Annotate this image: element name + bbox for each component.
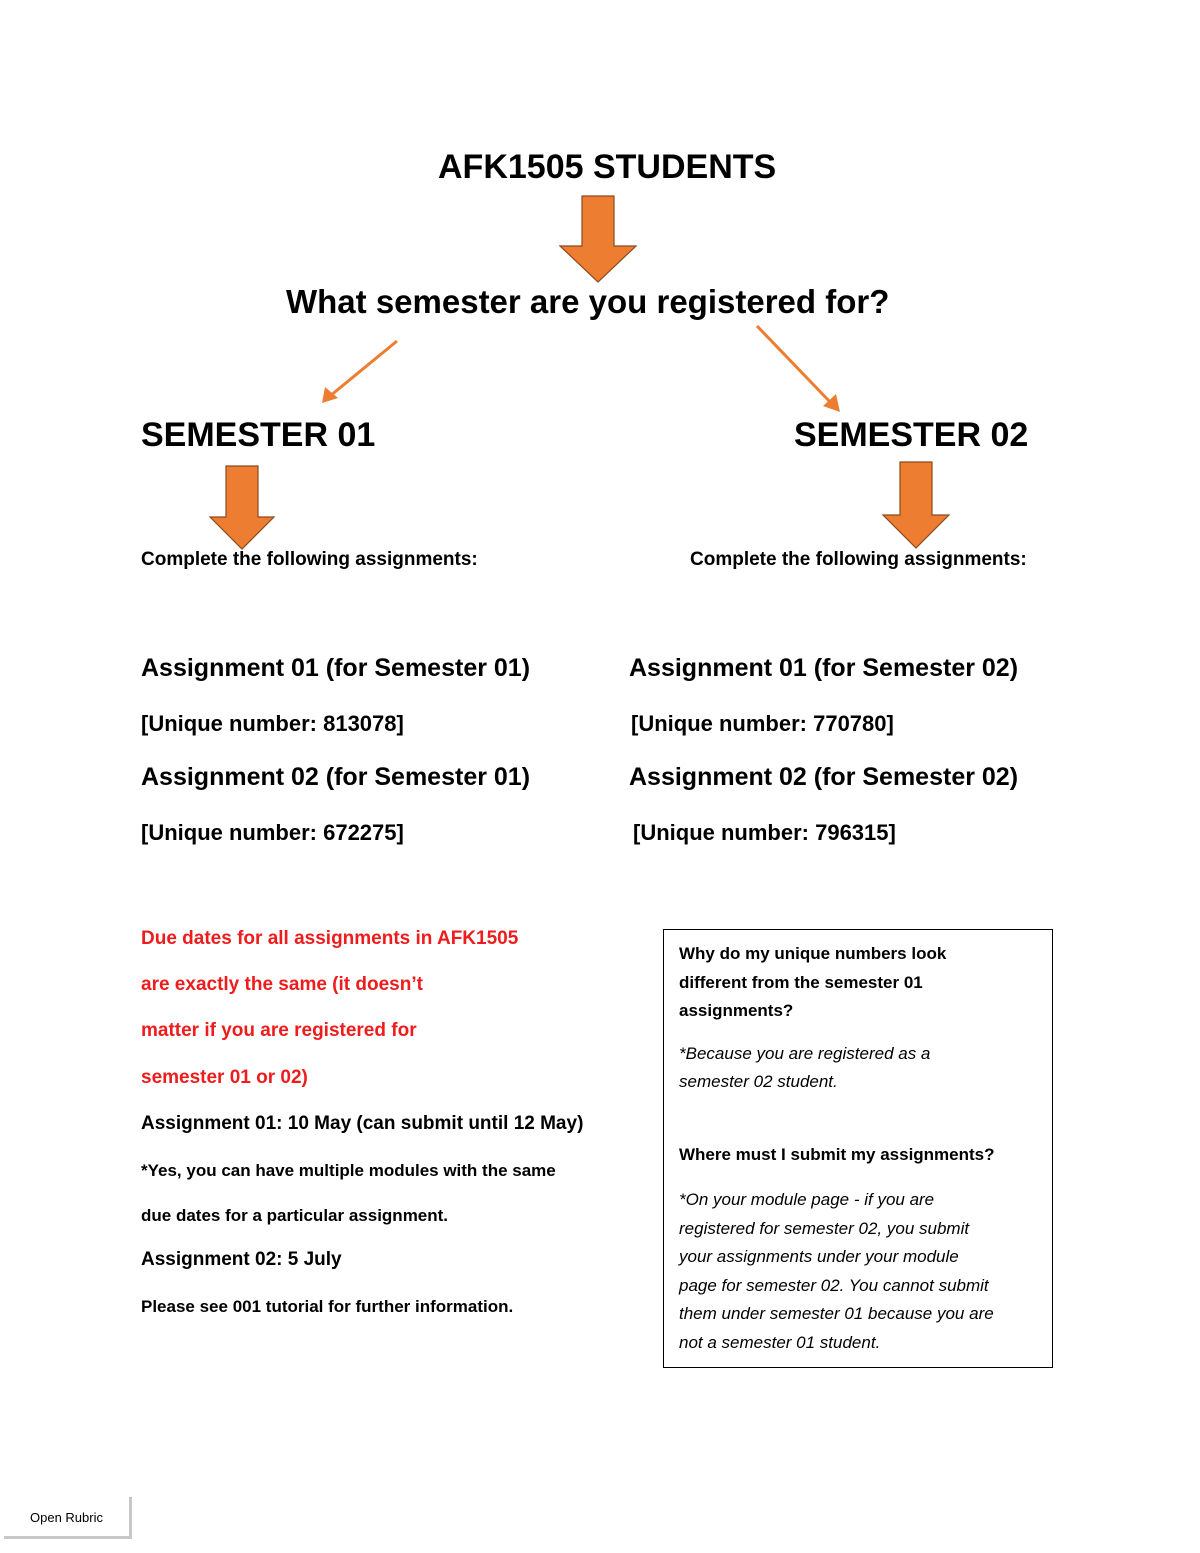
faq-question: different from the semester 01	[679, 972, 923, 992]
due-notice-line: Due dates for all assignments in AFK1505	[141, 928, 519, 949]
semester-01-assignment-02: Assignment 02 (for Semester 01)	[141, 763, 531, 791]
assignment-02-due-date: Assignment 02: 5 July	[141, 1249, 342, 1270]
semester-question: What semester are you registered for?	[286, 283, 890, 320]
faq-answer: not a semester 01 student.	[679, 1332, 881, 1352]
semester-02-assignment-01: Assignment 01 (for Semester 02)	[629, 654, 1019, 682]
semester-01-instruction: Complete the following assignments:	[141, 549, 478, 570]
semester-01-label: SEMESTER 01	[141, 416, 376, 454]
faq-answer: semester 02 student.	[679, 1072, 838, 1091]
due-notice-line: matter if you are registered for	[141, 1020, 417, 1041]
semester-02-instruction: Complete the following assignments:	[690, 549, 1027, 570]
faq-answer: *On your module page - if you are	[679, 1190, 935, 1209]
semester-01-unique-01: [Unique number: 813078]	[141, 711, 404, 736]
faq-answer: page for semester 02. You cannot submit	[679, 1275, 989, 1295]
semester-02-assignment-02: Assignment 02 (for Semester 02)	[629, 763, 1019, 791]
faq-answer: *Because you are registered as a	[679, 1043, 931, 1063]
due-notice-line: semester 01 or 02)	[141, 1067, 308, 1088]
faq-question: Why do my unique numbers look	[679, 944, 947, 963]
arrow-down-icon	[883, 462, 949, 548]
due-notice-line: are exactly the same (it doesn’t	[141, 974, 423, 995]
tutorial-reference: Please see 001 tutorial for further information.	[141, 1297, 514, 1316]
arrow-diagonal-icon	[757, 326, 840, 412]
arrow-diagonal-icon	[322, 341, 397, 403]
faq-answer: them under semester 01 because you are	[679, 1304, 994, 1323]
faq-question: assignments?	[679, 1001, 794, 1020]
faq-answer: registered for semester 02, you submit	[679, 1218, 970, 1238]
arrow-down-icon	[560, 196, 636, 282]
semester-01-assignment-01: Assignment 01 (for Semester 01)	[141, 654, 531, 682]
open-rubric-button[interactable]: Open Rubric	[4, 1497, 132, 1539]
faq-box	[663, 929, 1053, 1368]
semester-02-label: SEMESTER 02	[794, 416, 1029, 454]
faq-answer: your assignments under your module	[679, 1247, 959, 1266]
due-date-note: *Yes, you can have multiple modules with the same	[141, 1161, 556, 1180]
assignment-01-due-date: Assignment 01: 10 May (can submit until 12 May)	[141, 1113, 584, 1134]
semester-01-unique-02: [Unique number: 672275]	[141, 820, 404, 845]
due-date-note: due dates for a particular assignment.	[141, 1206, 449, 1225]
page-title: AFK1505 STUDENTS	[438, 148, 777, 186]
semester-02-unique-02: [Unique number: 796315]	[633, 820, 896, 845]
semester-02-unique-01: [Unique number: 770780]	[631, 711, 894, 736]
arrow-down-icon	[210, 466, 274, 549]
faq-question: Where must I submit my assignments?	[679, 1144, 995, 1164]
